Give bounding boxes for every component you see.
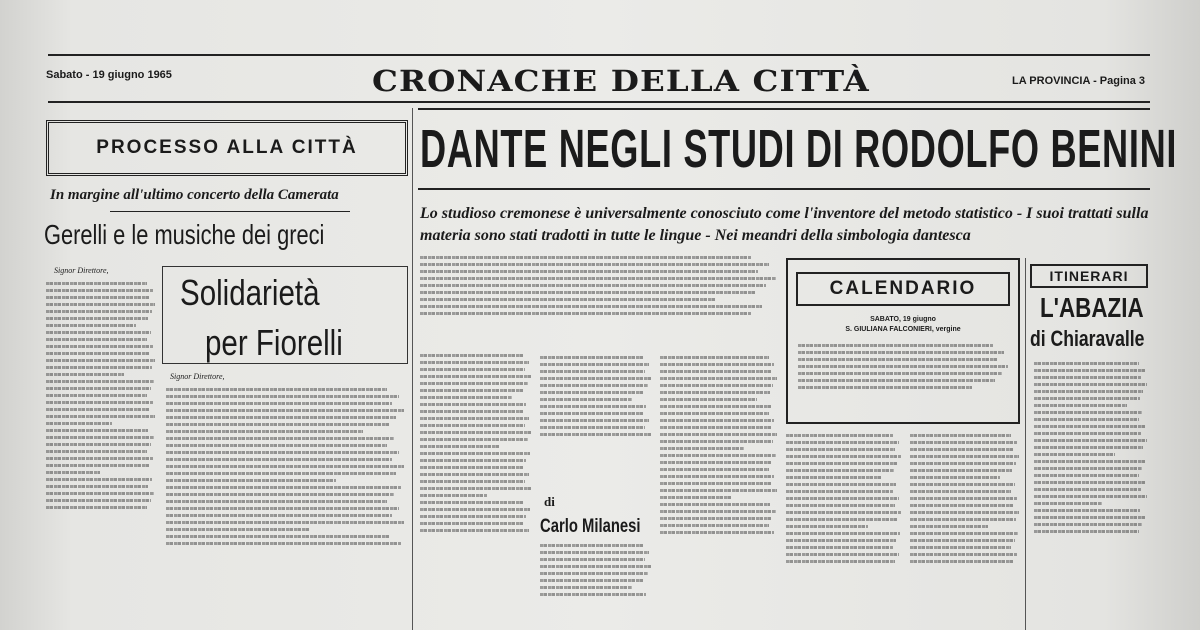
text-line	[660, 454, 776, 457]
middle-body-text	[166, 384, 406, 630]
text-line	[910, 434, 1011, 437]
processo-title: PROCESSO ALLA CITTÀ	[96, 137, 358, 158]
text-line	[1034, 502, 1102, 505]
text-line	[46, 387, 151, 390]
text-line	[1034, 453, 1115, 456]
text-line	[786, 497, 899, 500]
main-body-col5	[910, 430, 1020, 630]
text-line	[786, 490, 893, 493]
text-line	[540, 558, 645, 561]
text-line	[910, 560, 1013, 563]
text-line	[786, 504, 895, 507]
text-line	[420, 312, 751, 315]
text-line	[660, 363, 774, 366]
text-line	[46, 303, 155, 306]
text-line	[1034, 467, 1142, 470]
text-line	[786, 532, 900, 535]
text-line	[166, 437, 394, 440]
text-line	[420, 263, 769, 266]
calendario-saint: S. GIULIANA FALCONIERI, vergine	[845, 326, 961, 333]
text-line	[420, 375, 531, 378]
text-line	[420, 277, 776, 280]
text-line	[420, 515, 526, 518]
text-line	[46, 415, 155, 418]
main-intro-text	[420, 252, 780, 348]
text-line	[420, 410, 523, 413]
text-line	[786, 469, 894, 472]
text-line	[786, 476, 881, 479]
text-line	[660, 391, 770, 394]
text-line	[46, 310, 152, 313]
text-line	[660, 496, 731, 499]
text-line	[1034, 446, 1143, 449]
text-line	[660, 531, 774, 534]
text-line	[46, 429, 148, 432]
main-body-col4	[786, 430, 902, 630]
text-line	[1034, 481, 1145, 484]
text-line	[660, 461, 772, 464]
main-body-col2	[540, 352, 652, 480]
text-line	[786, 441, 899, 444]
text-line	[910, 490, 1011, 493]
text-line	[420, 270, 758, 273]
text-line	[46, 450, 147, 453]
text-line	[660, 377, 777, 380]
text-line	[166, 451, 399, 454]
text-line	[420, 396, 512, 399]
text-line	[910, 539, 1015, 542]
section-title: CRONACHE DELLA CITTÀ	[372, 64, 870, 98]
text-line	[420, 480, 525, 483]
masthead-bottom-rule	[48, 101, 1150, 103]
text-line	[540, 363, 649, 366]
text-line	[420, 354, 523, 357]
itinerari-label: ITINERARI	[1049, 268, 1129, 284]
text-line	[540, 412, 643, 415]
text-line	[1034, 397, 1140, 400]
text-line	[1034, 439, 1147, 442]
text-line	[166, 521, 404, 524]
kicker-rule	[110, 211, 350, 212]
calendario-box	[786, 258, 1020, 424]
text-line	[910, 455, 1019, 458]
text-line	[910, 553, 1017, 556]
text-line	[46, 478, 152, 481]
text-line	[1034, 376, 1141, 379]
calendario-title-box	[796, 272, 1010, 306]
text-line	[660, 370, 771, 373]
itinerari-title-line1: L'ABAZIA	[1040, 292, 1144, 323]
text-line	[1034, 495, 1147, 498]
text-line	[420, 298, 715, 301]
text-line	[46, 422, 112, 425]
left-kicker: In margine all'ultimo concerto della Camerata	[50, 187, 339, 203]
text-line	[910, 504, 1013, 507]
text-line	[46, 359, 155, 362]
text-line	[420, 389, 524, 392]
text-line	[166, 493, 394, 496]
text-line	[786, 462, 897, 465]
text-line	[166, 423, 389, 426]
text-line	[1034, 530, 1139, 533]
text-line	[420, 361, 529, 364]
text-line	[1034, 516, 1146, 519]
text-line	[786, 553, 899, 556]
text-line	[166, 430, 363, 433]
text-line	[660, 356, 769, 359]
text-line	[420, 501, 524, 504]
text-line	[798, 358, 997, 361]
text-line	[910, 518, 1016, 521]
text-line	[540, 370, 645, 373]
text-line	[46, 401, 153, 404]
text-line	[540, 426, 645, 429]
text-line	[910, 469, 1012, 472]
text-line	[46, 345, 153, 348]
text-line	[1034, 432, 1141, 435]
main-body-col3	[660, 352, 778, 630]
text-line	[46, 394, 147, 397]
text-line	[46, 324, 136, 327]
text-line	[660, 440, 773, 443]
text-line	[540, 544, 643, 547]
text-line	[540, 419, 649, 422]
text-line	[798, 365, 1008, 368]
solidarieta-title-line2: per Fiorelli	[205, 322, 343, 363]
text-line	[166, 542, 401, 545]
text-line	[46, 464, 149, 467]
text-line	[540, 398, 632, 401]
text-line	[420, 452, 530, 455]
text-line	[166, 402, 392, 405]
text-line	[46, 506, 147, 509]
text-line	[540, 565, 651, 568]
text-line	[166, 535, 389, 538]
text-line	[420, 494, 487, 497]
text-line	[166, 416, 396, 419]
text-line	[540, 593, 646, 596]
left-article-title: Gerelli e le musiche dei greci	[44, 219, 325, 250]
text-line	[166, 465, 404, 468]
text-line	[1034, 509, 1140, 512]
column-rule	[412, 108, 413, 630]
calendario-title: CALENDARIO	[829, 278, 977, 299]
text-line	[1034, 425, 1145, 428]
text-line	[420, 508, 530, 511]
text-line	[46, 296, 149, 299]
text-line	[46, 317, 148, 320]
text-line	[540, 551, 649, 554]
text-line	[166, 472, 396, 475]
text-line	[166, 500, 387, 503]
itinerari-box	[1030, 264, 1148, 288]
text-line	[166, 409, 404, 412]
text-line	[420, 424, 525, 427]
text-line	[1034, 404, 1127, 407]
text-line	[166, 479, 336, 482]
text-line	[786, 560, 895, 563]
column-rule	[1025, 258, 1026, 630]
text-line	[910, 532, 1018, 535]
text-line	[910, 546, 1011, 549]
text-line	[46, 408, 149, 411]
main-body-col2b	[540, 540, 652, 630]
text-line	[166, 514, 392, 517]
text-line	[1034, 460, 1146, 463]
text-line	[420, 291, 755, 294]
text-line	[660, 405, 772, 408]
text-line	[660, 398, 757, 401]
calendario-body	[798, 340, 1010, 418]
text-line	[166, 388, 387, 391]
text-line	[660, 419, 774, 422]
text-line	[1034, 383, 1147, 386]
solidarieta-title-line1: Solidarietà	[180, 272, 320, 313]
text-line	[420, 459, 526, 462]
text-line	[420, 417, 529, 420]
text-line	[1034, 369, 1145, 372]
text-line	[166, 507, 399, 510]
text-line	[798, 344, 993, 347]
text-line	[798, 372, 1002, 375]
calendario-date: SABATO, 19 giugno	[870, 316, 936, 323]
masthead-paper: LA PROVINCIA - Pagina 3	[1012, 75, 1146, 87]
text-line	[420, 438, 528, 441]
text-line	[420, 522, 523, 525]
middle-salutation: Signor Direttore,	[170, 372, 225, 381]
main-headline: DANTE NEGLI STUDI DI RODOLFO BENINI	[420, 119, 1178, 179]
text-line	[46, 289, 153, 292]
main-body-col1	[420, 350, 532, 630]
text-line	[660, 503, 770, 506]
text-line	[798, 386, 972, 389]
text-line	[46, 352, 149, 355]
text-line	[420, 431, 531, 434]
text-line	[786, 448, 895, 451]
text-line	[166, 395, 399, 398]
text-line	[420, 529, 529, 532]
text-line	[910, 462, 1016, 465]
text-line	[540, 433, 651, 436]
text-line	[660, 482, 771, 485]
text-line	[786, 525, 868, 528]
text-line	[910, 441, 1017, 444]
text-line	[46, 436, 154, 439]
text-line	[46, 492, 154, 495]
main-subhead: Lo studioso cremonese è universalmente conosciuto come l'inventore del metodo statistico - I suoi trattati sulla materia sono stati tradotti in tutte le lingue - Nei meandri della simbologia dantesca	[420, 205, 1149, 244]
text-line	[660, 489, 777, 492]
text-line	[540, 572, 648, 575]
text-line	[786, 518, 897, 521]
text-line	[420, 284, 766, 287]
text-line	[420, 487, 531, 490]
text-line	[660, 468, 769, 471]
text-line	[786, 455, 901, 458]
text-line	[166, 528, 310, 531]
left-salutation: Signor Direttore,	[54, 266, 109, 275]
text-line	[798, 379, 995, 382]
text-line	[1034, 488, 1141, 491]
text-line	[660, 475, 774, 478]
text-line	[910, 476, 1000, 479]
text-line	[660, 524, 769, 527]
text-line	[786, 434, 893, 437]
text-line	[540, 391, 644, 394]
masthead-top-rule	[48, 54, 1150, 56]
text-line	[660, 447, 744, 450]
text-line	[1034, 474, 1139, 477]
text-line	[660, 517, 772, 520]
text-line	[660, 433, 777, 436]
byline-author: Carlo Milanesi	[540, 516, 641, 537]
text-line	[540, 384, 648, 387]
text-line	[910, 483, 1015, 486]
text-line	[1034, 411, 1142, 414]
text-line	[540, 377, 651, 380]
text-line	[660, 426, 771, 429]
text-line	[1034, 362, 1139, 365]
text-line	[1034, 418, 1139, 421]
text-line	[660, 510, 776, 513]
text-line	[420, 382, 528, 385]
headline-bottom-rule	[418, 188, 1150, 190]
text-line	[1034, 523, 1142, 526]
text-line	[786, 511, 901, 514]
text-line	[166, 486, 401, 489]
text-line	[46, 380, 154, 383]
text-line	[166, 444, 387, 447]
text-line	[798, 351, 1004, 354]
text-line	[540, 356, 643, 359]
text-line	[46, 373, 124, 376]
text-line	[420, 403, 526, 406]
text-line	[420, 473, 529, 476]
text-line	[910, 497, 1017, 500]
text-line	[660, 384, 773, 387]
text-line	[910, 511, 1019, 514]
text-line	[46, 457, 153, 460]
text-line	[910, 448, 1013, 451]
byline-prefix: di	[544, 494, 555, 509]
text-line	[420, 256, 751, 259]
text-line	[1034, 390, 1143, 393]
text-line	[420, 305, 762, 308]
text-line	[786, 483, 896, 486]
text-line	[46, 485, 148, 488]
text-line	[910, 525, 988, 528]
text-line	[46, 338, 147, 341]
text-line	[420, 368, 525, 371]
text-line	[660, 412, 769, 415]
text-line	[540, 405, 646, 408]
masthead-date: Sabato - 19 giugno 1965	[46, 69, 172, 81]
text-line	[420, 445, 500, 448]
processo-box	[46, 120, 408, 176]
text-line	[46, 366, 152, 369]
text-line	[46, 331, 151, 334]
text-line	[540, 579, 644, 582]
left-body-text	[46, 278, 156, 630]
text-line	[540, 586, 632, 589]
text-line	[420, 466, 523, 469]
itinerari-title-line2: di Chiaravalle	[1030, 326, 1145, 351]
text-line	[46, 282, 147, 285]
text-line	[46, 443, 151, 446]
text-line	[786, 539, 896, 542]
itinerari-body	[1034, 358, 1148, 630]
text-line	[166, 458, 392, 461]
text-line	[786, 546, 893, 549]
headline-top-rule	[418, 108, 1150, 110]
text-line	[46, 471, 100, 474]
text-line	[46, 499, 151, 502]
